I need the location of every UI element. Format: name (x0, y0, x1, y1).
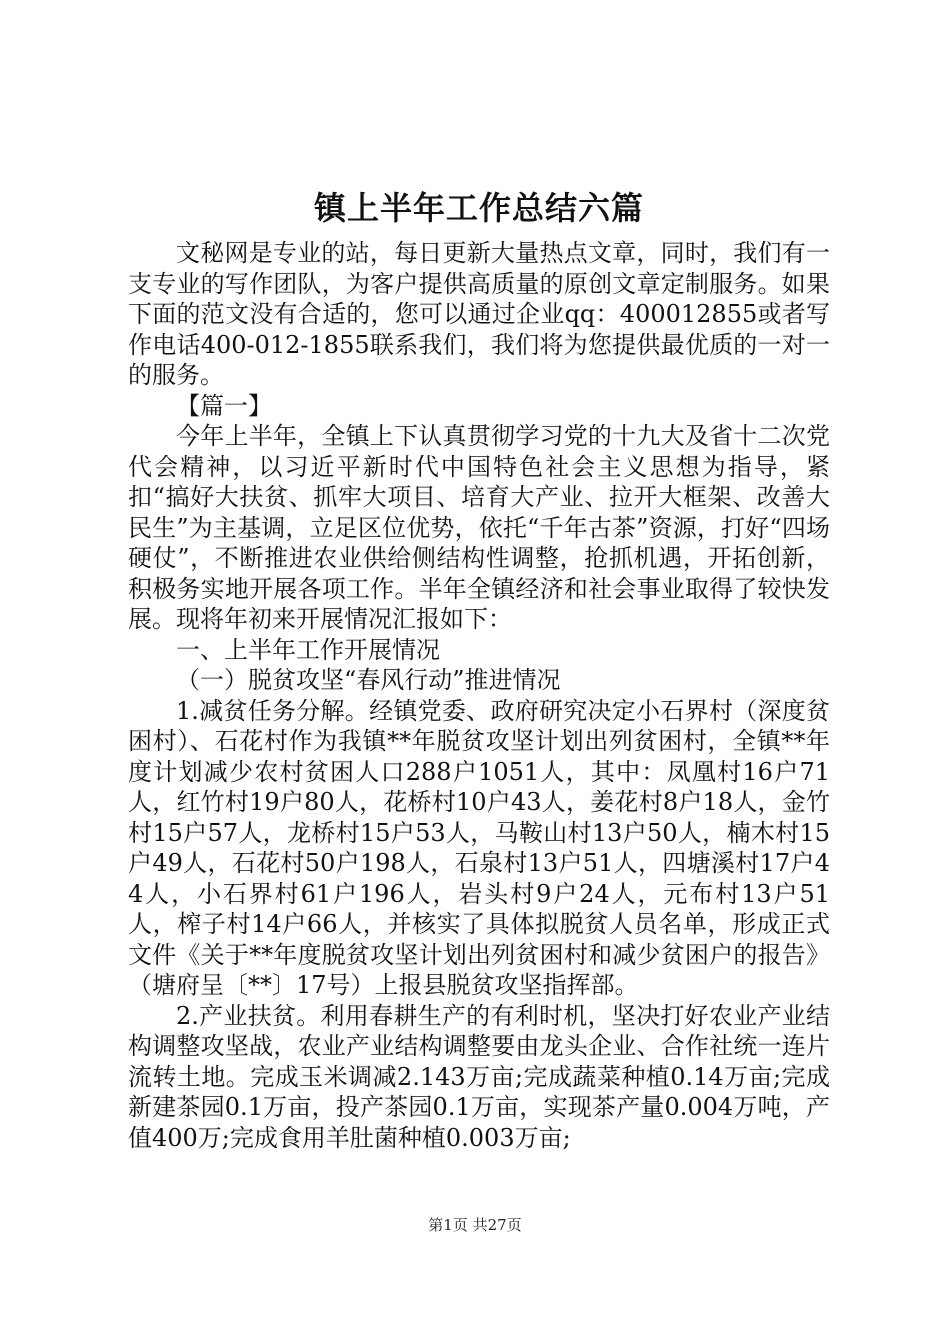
section-heading-part-one: 【篇一】 (176, 391, 272, 420)
intro-paragraph: 文秘网是专业的站，每日更新大量热点文章，同时，我们有一支专业的写作团队，为客户提供高质量的原创文章定制服务。如果下面的范文没有合适的，您可以通过企业qq：400012855或者写作电话400-012-1855联系我们，我们将为您提供最优质的一对一的服务。 (128, 239, 830, 389)
document-page (128, 180, 830, 1153)
document-body (128, 238, 830, 1153)
subsection-heading: （一）脱贫攻坚“春风行动”推进情况 (176, 666, 561, 694)
document-title: 镇上半年工作总结六篇 (313, 189, 644, 227)
body-paragraph: 今年上半年，全镇上下认真贯彻学习党的十九大及省十二次党代会精神，以习近平新时代中国特色社会主义思想为指导，紧扣“搞好大扶贫、抓牢大项目、培育大产业、拉开大框架、改善大民生”为主基调，立足区位优势，依托“千年古茶”资源，打好“四场硬仗”，不断推进农业供给侧结构性调整，抢抓机遇，开拓创新，积极务实地开展各项工作。半年全镇经济和社会事业取得了较快发展。现将年初来开展情况汇报如下： (128, 422, 830, 633)
body-paragraph: 2.产业扶贫。利用春耕生产的有利时机，坚决打好农业产业结构调整攻坚战，农业产业结构调整要由龙头企业、合作社统一连片流转土地。完成玉米调减2.143万亩;完成蔬菜种植0.14万亩;完成新建茶园0.1万亩，投产茶园0.1万亩，实现茶产量0.004万吨，产值400万;完成食用羊肚菌种植0.003万亩; (128, 1001, 830, 1152)
page-footer (0, 1215, 950, 1235)
body-paragraph: 1.减贫任务分解。经镇党委、政府研究决定小石界村（深度贫困村）、石花村作为我镇**年脱贫攻坚计划出列贫困村，全镇**年度计划减少农村贫困人口288户1051人，其中：凤凰村16户71人，红竹村19户80人，花桥村10户43人，姜花村8户18人，金竹村15户57人，龙桥村15户53人，马鞍山村13户50人，楠木村15户49人，石花村50户198人，石泉村13户51人，四塘溪村17户44人，小石界村61户196人，岩头村9户24人，元布村13户51人，榨子村14户66人，并核实了具体拟脱贫人员名单，形成正式文件《关于**年度脱贫攻坚计划出列贫困村和减少贫困户的报告》（塘府呈〔**〕17号）上报县脱贫攻坚指挥部。 (128, 696, 830, 999)
section-heading: 一、上半年工作开展情况 (176, 635, 440, 664)
page-number: 第1页 共27页 (428, 1216, 522, 1234)
